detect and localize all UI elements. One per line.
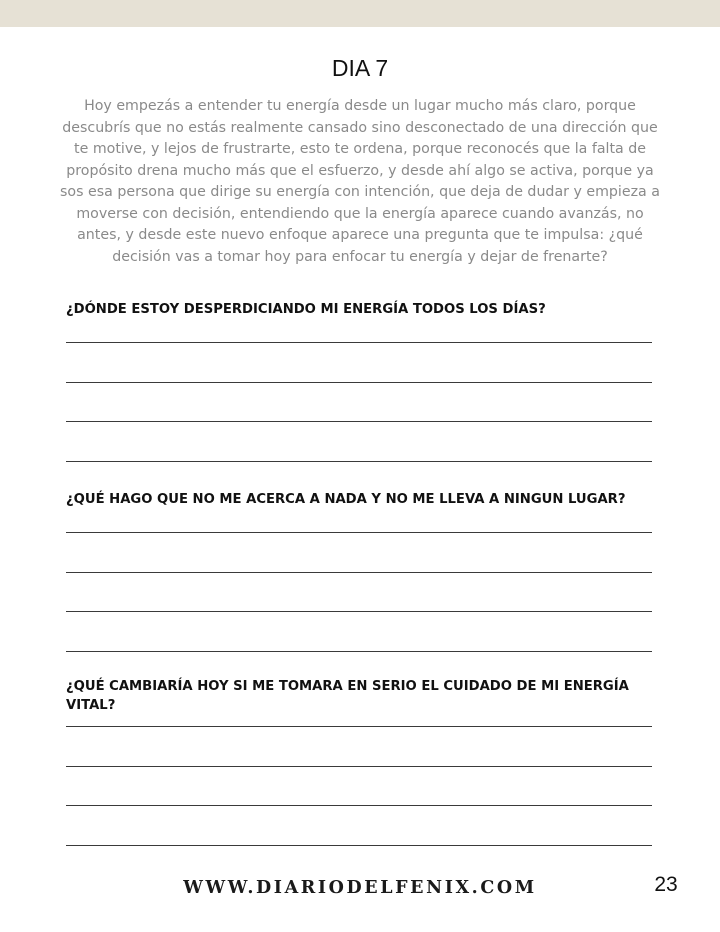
answer-line [66, 382, 652, 383]
question-2: ¿QUÉ HAGO QUE NO ME ACERCA A NADA Y NO ME LLEVA A NINGUN LUGAR? [66, 492, 626, 507]
intro-paragraph: Hoy empezás a entender tu energía desde un lugar mucho más claro, porque descubrís que no estás realmente cansado sino desconectado de una dirección que te motive, y lejos de frustrarte, esto te ordena, porque reconocés que la falta de propósito drena mucho más que el esfuerzo, y desde ahí algo se activa, porque ya sos esa persona que dirige su energía con intención, que deja de dudar y empieza a moverse con decisión, entendiendo que la energía aparece cuando avanzás, no antes, y desde este nuevo enfoque aparece una pregunta que te impulsa: ¿qué decisión vas a tomar hoy para enfocar tu energía y dejar de frenarte? [60, 98, 660, 265]
answer-line [66, 572, 652, 573]
answer-line [66, 421, 652, 422]
answer-line [66, 766, 652, 767]
answer-line [66, 805, 652, 806]
footer-website: WWW.DIARIODELFENIX.COM [183, 878, 537, 898]
answer-line [66, 532, 652, 533]
top-color-band [0, 0, 720, 27]
answer-line [66, 845, 652, 846]
answer-line [66, 726, 652, 727]
answer-line [66, 651, 652, 652]
question-1: ¿DÓNDE ESTOY DESPERDICIANDO MI ENERGÍA TODOS LOS DÍAS? [66, 302, 546, 317]
question-3: ¿QUÉ CAMBIARÍA HOY SI ME TOMARA EN SERIO EL CUIDADO DE MI ENERGÍA VITAL? [66, 679, 629, 713]
answer-line [66, 461, 652, 462]
page-title: DIA 7 [331, 55, 389, 81]
answer-line [66, 611, 652, 612]
page-number: 23 [654, 873, 678, 896]
answer-line [66, 342, 652, 343]
